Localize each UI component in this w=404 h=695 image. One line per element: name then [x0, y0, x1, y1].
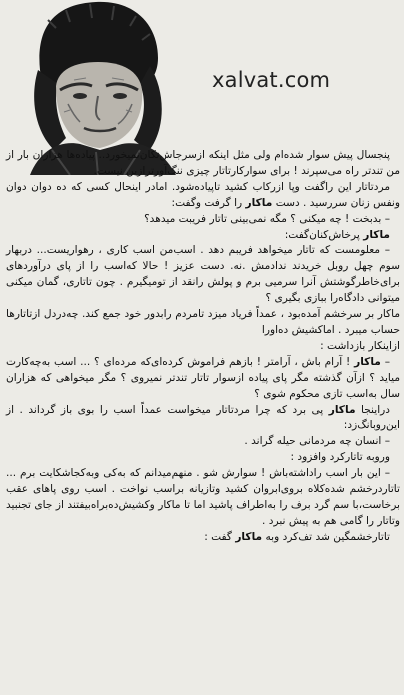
character-name: ماکار	[328, 403, 356, 416]
paragraph-text: گفت :	[204, 530, 232, 543]
character-name: ماکار	[245, 196, 273, 209]
dialogue-line: – این بار اسب رادا‌شته‌باش ! سوارش شو . منهم‌میدانم که به‌کی وبه‌کجاشکایت برم ... تاتاردرخشم شده‌کلاه بروی‌ابروان کشید وتازیانه براسب نواخت . اسب روی پاهای عقب برخاست،با سم گرد برف را به‌اطراف پاشید اما تا ماکار وکشیش‌ده‌براه‌بیفتند از جای تجنبید وتاتار را گامی هم به پیش نبرد .	[6, 467, 400, 527]
paragraph-text: را گرفت وگفت:	[171, 196, 243, 209]
paragraph-text: ! آرام باش ، آرامتر ! بازهم فراموش کرده‌ای‌که مرده‌ای ؟ ... اسب به‌چه‌کارت میاید ؟ ازآن گذشته مگر پای پیاده ازسوار تاتار تندتر نمیروی ؟ مگر میخواهی که هزاران سال به‌اسب تازی محکوم شوی ؟	[6, 355, 400, 400]
character-name: ماکار	[363, 228, 390, 241]
paragraph-text: تاتارخشمگین شد تف‌کرد وبه	[265, 530, 390, 543]
dialogue-line: – انسان چه مردمانی حیله گراند .	[244, 435, 390, 448]
watermark: xalvat.com	[212, 68, 331, 92]
paragraph: ماکار بر سرخشم آمده‌بود ، عمداً فریاد میزد تامردم رابدور خود جمع کند. چه‌دردل ازتاتارها حساب میبرد . اماکشیش ده‌اورا	[6, 308, 400, 336]
character-name: ماکار	[235, 530, 263, 543]
paragraph-text: درا‌ینجا	[360, 403, 390, 416]
paragraph	[6, 530, 400, 546]
paragraph: پنجسال پیش سوار شده‌ام ولی مثل اینکه ازسرجاش‌تکان‌نمیخورد.. پیاده‌ها هزاران بار از من تندتر راه می‌سپرند ! برای سوارکارتاتار چیزی ننگ‌آورتر‌ازین نیست.	[6, 149, 400, 177]
paragraph	[6, 228, 400, 244]
paragraph-text: پی برد که چرا مردتاتار میخواست عمداً اسب را بوی باز گرداند . از این‌رو‌بانگ‌زد:	[6, 403, 400, 432]
paragraph	[6, 403, 400, 435]
paragraph-text: مرد‌تاتار این راگفت وپا ازرکاب کشید تاپیاده‌شود. امادر اینحال کسی که ده دوان دوان ونفس زنان سررسید . دست	[6, 180, 400, 209]
dialogue-line: – بدبخت ! چه میکنی ؟ مگه نمی‌بینی تاتار فریبت میدهد؟	[144, 212, 390, 225]
paragraph: ازاینکار بازداشت :	[320, 339, 400, 352]
paragraph-text: پرخاش‌کنان‌گفت:	[284, 228, 360, 241]
dialogue-line	[6, 355, 400, 403]
paragraph: وروبه تاتارکرد وافزود :	[290, 451, 390, 464]
paragraph-text: –	[380, 355, 391, 368]
dialogue-line: – معلومست که تاتار میخواهد فریبم دهد . اسب‌من اسب کاری ، رهوار‌یست... دربهار سوم چهل روبل خریدند ندادمش .نه. دست عزیز ! حالا که‌اسب را از پای درآوردهای برای‌خاطرگوشتش آنرا سرمیی برم و پولش رانقد از تومیگیرم . چون تاتاری، گمان میکنی میتوانی دادگاه‌را ببازی بگیری ؟	[6, 244, 400, 305]
paragraph	[6, 180, 400, 212]
story-text	[6, 148, 400, 546]
character-name: ماکار	[354, 355, 381, 368]
